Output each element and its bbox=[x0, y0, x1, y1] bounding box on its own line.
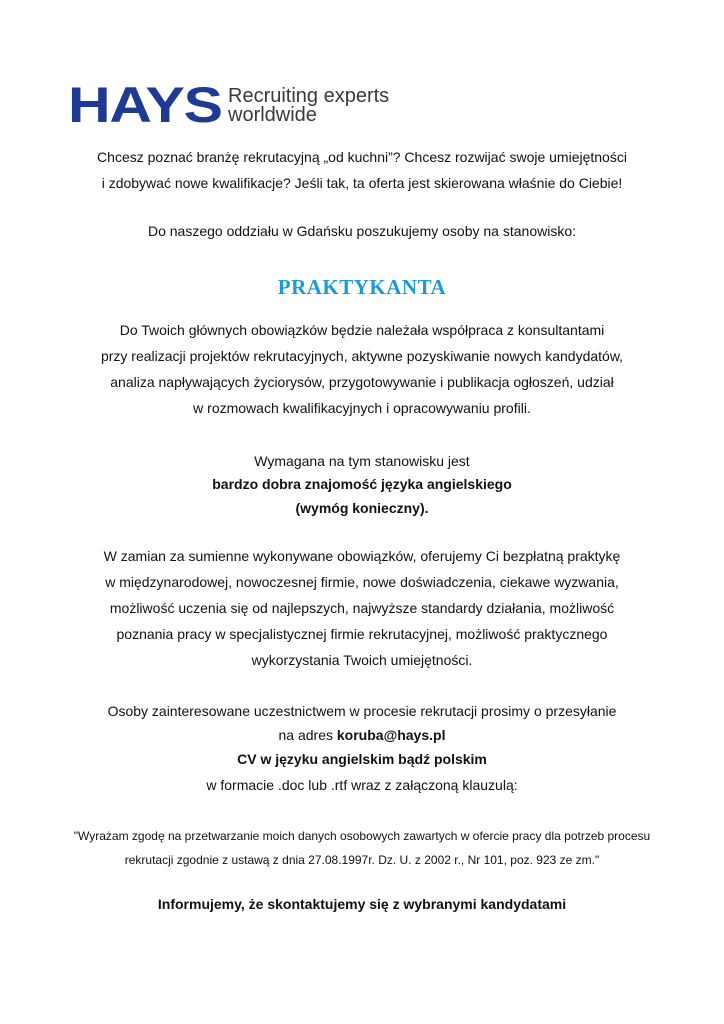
intro-line-1: Chcesz poznać branżę rekrutacyjną „od kuchni”? Chcesz rozwijać swoje umiejętności bbox=[97, 149, 627, 165]
duties-line-3: analiza napływających życiorysów, przygotowywanie i publikacja ogłoszeń, udział bbox=[110, 374, 614, 390]
position-title: PRAKTYKANTA bbox=[277, 275, 447, 299]
clause-line-2: rekrutacji zgodnie z ustawą z dnia 27.08.1997r. Dz. U. z 2002 r., Nr 101, poz. 923 ze zm." bbox=[124, 853, 600, 867]
clause-line-1: "Wyrażam zgodę na przetwarzanie moich danych osobowych zawartych w ofercie pracy dla potrzeb procesu bbox=[73, 829, 651, 843]
apply-address-prefix: na adres bbox=[278, 727, 337, 743]
offer-line-4: poznania pracy w specjalistycznej firmie rekrutacyjnej, możliwość praktycznego bbox=[116, 626, 608, 642]
offer-line-2: w międzynarodowej, nowoczesnej firmie, nowe doświadczenia, ciekawe wyzwania, bbox=[105, 574, 619, 590]
apply-line-4: w formacie .doc lub .rtf wraz z załączoną klauzulą: bbox=[206, 777, 518, 793]
closing-line: Informujemy, że skontaktujemy się z wybranymi kandydatami bbox=[157, 896, 567, 912]
requirement-line-1: Wymagana na tym stanowisku jest bbox=[254, 453, 470, 469]
duties-line-2: przy realizacji projektów rekrutacyjnych, aktywne pozyskiwanie nowych kandydatów, bbox=[100, 348, 624, 364]
offer-line-3: możliwość uczenia się od najlepszych, najwyższe standardy działania, możliwość bbox=[109, 600, 615, 616]
offer-line-1: W zamian za sumienne wykonywane obowiązków, oferujemy Ci bezpłatną praktykę bbox=[103, 548, 621, 564]
offer-line-5: wykorzystania Twoich umiejętności. bbox=[251, 652, 473, 668]
apply-line-2 bbox=[0, 726, 724, 744]
duties-line-4: w rozmowach kwalifikacyjnych i opracowywaniu profili. bbox=[193, 400, 531, 416]
hays-logo bbox=[68, 77, 390, 133]
requirement-line-3: (wymóg konieczny). bbox=[295, 500, 429, 516]
apply-line-1: Osoby zainteresowane uczestnictwem w procesie rekrutacji prosimy o przesyłanie bbox=[107, 703, 617, 719]
duties-line-1: Do Twoich głównych obowiązków będzie należała współpraca z konsultantami bbox=[119, 322, 605, 338]
apply-line-3: CV w języku angielskim bądź polskim bbox=[237, 751, 487, 767]
requirement-line-2: bardzo dobra znajomość języka angielskiego bbox=[212, 476, 512, 492]
intro-line-2: i zdobywać nowe kwalifikacje? Jeśli tak, ta oferta jest skierowana właśnie do Ciebie! bbox=[101, 175, 623, 191]
logo-tagline-line1: Recruiting experts bbox=[228, 85, 390, 107]
contact-email[interactable]: koruba@hays.pl bbox=[336, 727, 446, 743]
office-line: Do naszego oddziału w Gdańsku poszukujemy osoby na stanowisko: bbox=[147, 223, 577, 239]
logo-wordmark: HAYS bbox=[68, 77, 222, 133]
logo-tagline-line2: worldwide bbox=[228, 104, 317, 126]
